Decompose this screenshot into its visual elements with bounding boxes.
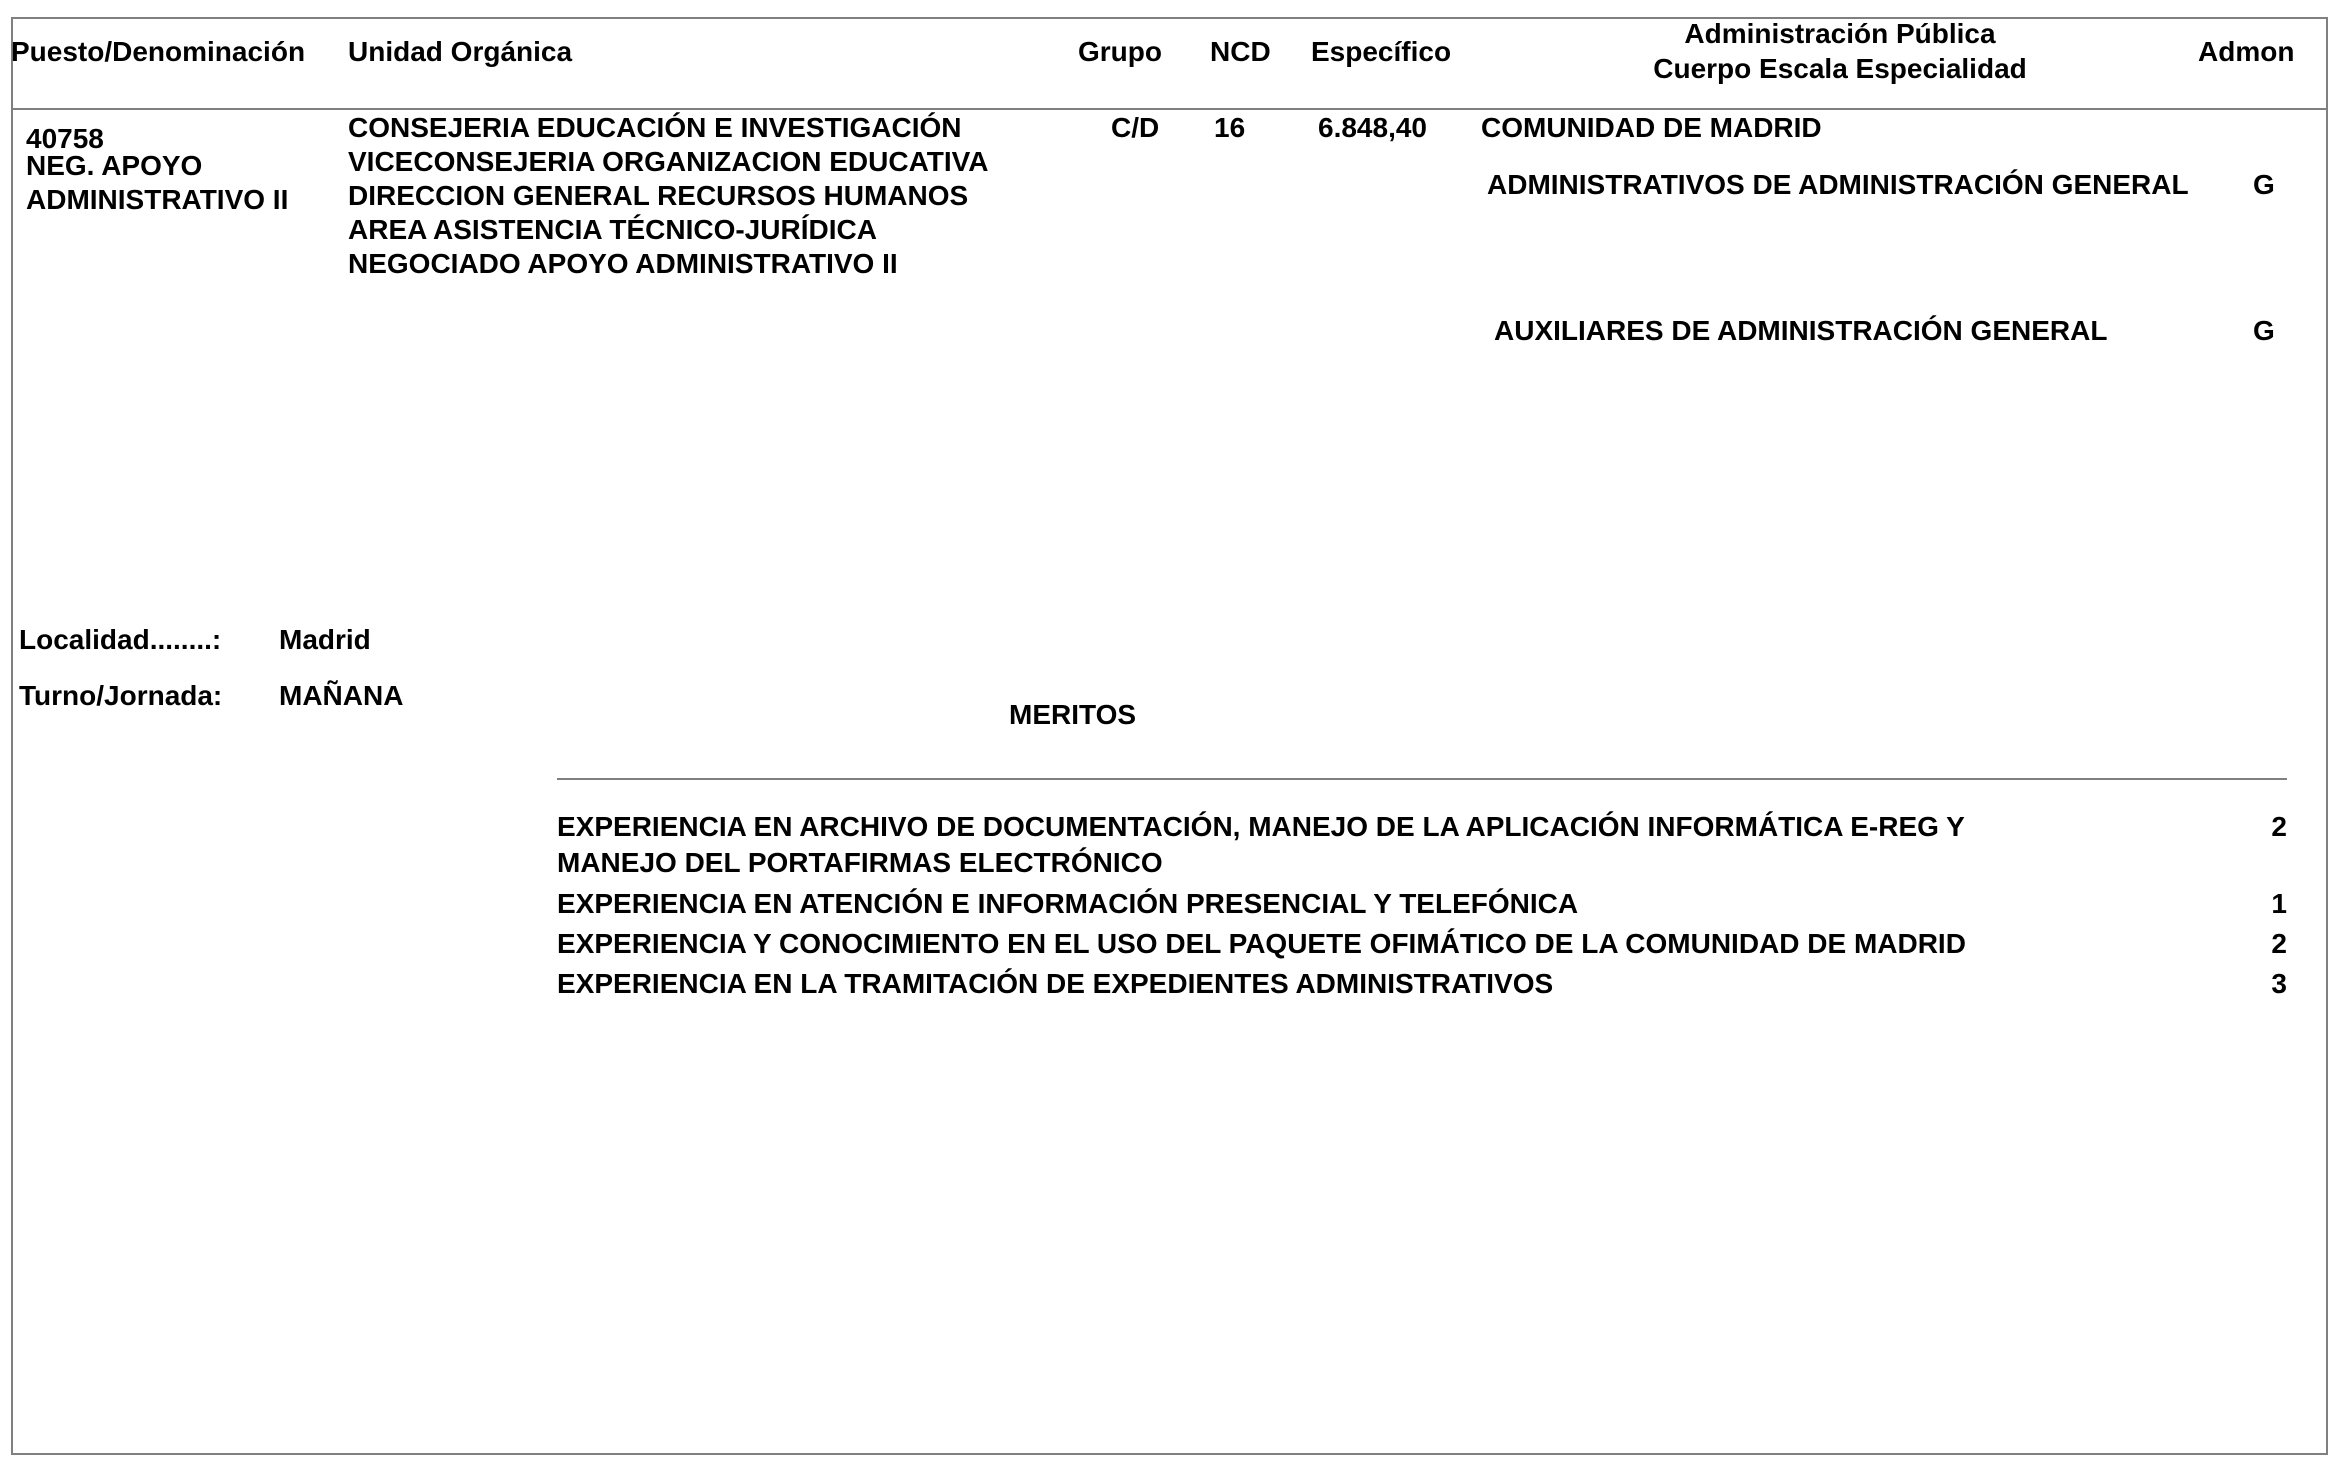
merito-score: 2 [2271, 928, 2287, 959]
header-divider [11, 108, 2328, 110]
cuerpo-admon: G [2253, 315, 2275, 346]
unidad-line: CONSEJERIA EDUCACIÓN E INVESTIGACIÓN [348, 112, 962, 143]
header-ncd: NCD [1210, 36, 1271, 67]
record-ncd: 16 [1214, 112, 1246, 143]
header-admon: Admon [2198, 36, 2295, 67]
header-puesto: Puesto/Denominación [11, 36, 306, 67]
merito-text: EXPERIENCIA EN ARCHIVO DE DOCUMENTACIÓN, MANEJO DE LA APLICACIÓN INFORMÁTICA E-REG Y MANEJO DEL PORTAFIRMAS ELECTRÓNICO [557, 811, 1965, 878]
merito-text: EXPERIENCIA EN ATENCIÓN E INFORMACIÓN PRESENCIAL Y TELEFÓNICA [557, 888, 1579, 919]
localidad-label: Localidad........: [19, 624, 222, 655]
unidad-line: AREA ASISTENCIA TÉCNICO-JURÍDICA [348, 214, 877, 245]
merito-score: 3 [2271, 968, 2287, 999]
puesto-denominacion [26, 149, 288, 217]
merito-row [557, 809, 2287, 881]
merito-text: EXPERIENCIA Y CONOCIMIENTO EN EL USO DEL PAQUETE OFIMÁTICO DE LA COMUNIDAD DE MADRID [557, 928, 1966, 959]
merito-score: 2 [2271, 811, 2287, 842]
unidad-line: DIRECCION GENERAL RECURSOS HUMANOS [348, 180, 969, 211]
unidad-organica [348, 111, 988, 281]
unidad-line: VICECONSEJERIA ORGANIZACION EDUCATIVA [348, 146, 989, 177]
denominacion-line: NEG. APOYO [26, 150, 203, 181]
localidad-value: Madrid [279, 624, 371, 655]
header-unidad: Unidad Orgánica [348, 36, 573, 67]
header-admin-line1: Administración Pública [1684, 18, 1996, 49]
denominacion-line: ADMINISTRATIVO II [26, 184, 289, 215]
merito-text: EXPERIENCIA EN LA TRAMITACIÓN DE EXPEDIENTES ADMINISTRATIVOS [557, 968, 1554, 999]
merito-row [557, 886, 2287, 922]
record-especifico: 6.848,40 [1318, 112, 1427, 143]
merito-row [557, 926, 2287, 962]
turno-label: Turno/Jornada: [19, 680, 223, 711]
merito-score: 1 [2271, 888, 2287, 919]
merito-row [557, 966, 2287, 1002]
header-especifico: Específico [1311, 36, 1452, 67]
unidad-line: NEGOCIADO APOYO ADMINISTRATIVO II [348, 248, 898, 279]
meritos-divider [557, 778, 2287, 780]
record-administracion: COMUNIDAD DE MADRID [1481, 112, 1822, 143]
meritos-title: MERITOS [1009, 699, 1137, 730]
puesto-codigo: 40758 [26, 123, 104, 154]
cuerpo-admon: G [2253, 169, 2275, 200]
record-grupo: C/D [1111, 112, 1160, 143]
turno-value: MAÑANA [279, 680, 404, 711]
cuerpo-nombre: ADMINISTRATIVOS DE ADMINISTRACIÓN GENERAL [1487, 169, 2189, 200]
header-admin-line2: Cuerpo Escala Especialidad [1653, 53, 2027, 84]
cuerpo-nombre: AUXILIARES DE ADMINISTRACIÓN GENERAL [1494, 315, 2108, 346]
header-grupo: Grupo [1078, 36, 1162, 67]
